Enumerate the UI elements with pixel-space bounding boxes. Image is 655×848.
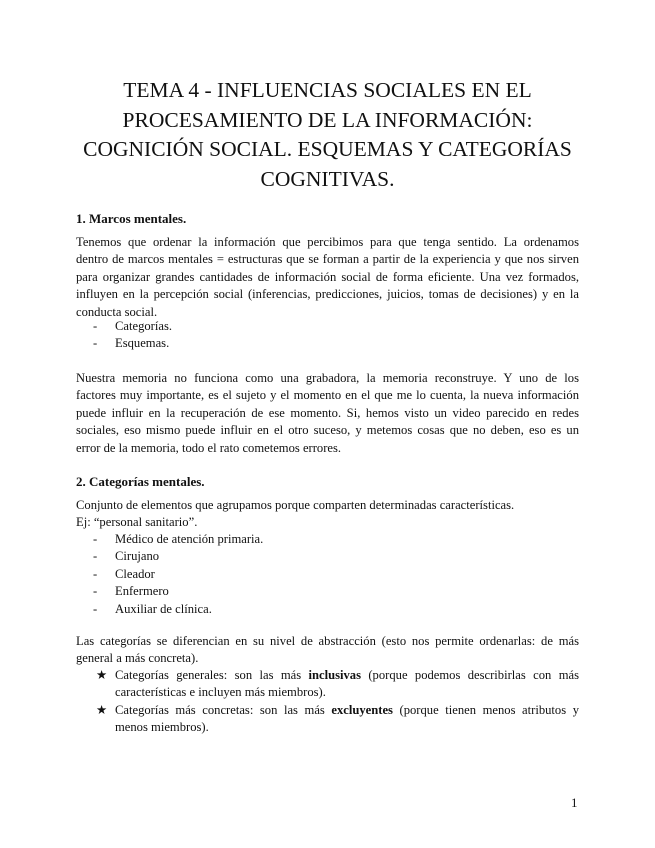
title-line: COGNICIÓN SOCIAL. ESQUEMAS Y CATEGORÍAS xyxy=(83,137,572,161)
text-line: características e incluyen más miembros). xyxy=(115,685,326,700)
text-run: Categorías más concretas: son las más xyxy=(115,702,332,717)
star-bullet-icon: ★ xyxy=(96,702,108,717)
dash-bullet: - xyxy=(93,566,98,581)
list-item xyxy=(93,335,172,352)
page-number: 1 xyxy=(571,795,578,810)
bold-term-inclusivas: inclusivas xyxy=(308,668,361,682)
list-item-text: Enfermero xyxy=(115,584,169,599)
section-heading-marcos-mentales: 1. Marcos mentales. xyxy=(76,211,187,226)
list-item-text: Esquemas. xyxy=(115,336,170,351)
dash-bullet: - xyxy=(93,319,98,333)
bold-term-excluyentes: excluyentes xyxy=(331,702,393,717)
dash-list-personal-sanitario xyxy=(93,531,263,618)
text-run: Categorías generales: son las más xyxy=(115,668,309,682)
list-item-text: Médico de atención primaria. xyxy=(115,532,264,546)
text-line: Tenemos que ordenar la información que percibimos para que tenga sentido. La ordenamos xyxy=(76,235,579,249)
text-line xyxy=(115,702,579,719)
title-line: TEMA 4 - INFLUENCIAS SOCIALES EN EL xyxy=(123,78,532,102)
dash-bullet: - xyxy=(93,601,98,616)
text-line: influyen en la percepción social (inferencias, predicciones, juicios, tomas de decisiones) y en la xyxy=(76,287,579,302)
list-item xyxy=(93,583,263,600)
title-line: COGNITIVAS. xyxy=(260,166,395,191)
text-line: sociales, eso mismo puede influir en el otro suceso, y metemos cosas que no deben, eso es un xyxy=(76,423,579,438)
text-line: Ej: “personal sanitario”. xyxy=(76,515,198,530)
paragraph-memoria xyxy=(76,370,579,457)
list-item-text: Categorías. xyxy=(115,319,173,333)
text-line: factores muy importante, es el sujeto y el momento en el que me lo cuenta, la nueva información xyxy=(76,388,579,403)
text-line: Conjunto de elementos que agrupamos porque comparten determinadas características. xyxy=(76,498,515,512)
text-run: (porque tienen menos atributos y xyxy=(392,702,579,717)
dash-bullet: - xyxy=(93,584,98,599)
list-item xyxy=(93,318,172,335)
list-item-text: Auxiliar de clínica. xyxy=(115,601,212,616)
text-run: (porque podemos describirlas con más xyxy=(361,668,579,682)
list-item xyxy=(96,667,579,702)
star-bullet-icon: ★ xyxy=(96,668,108,682)
page-title xyxy=(60,76,595,194)
list-item-text: Cleador xyxy=(115,566,155,581)
text-line: puede influir en la recuperación de ese momento. Si, hemos visto un video parecido en redes xyxy=(76,405,579,420)
dash-bullet: - xyxy=(93,336,98,351)
list-item xyxy=(96,702,579,737)
list-item xyxy=(93,566,263,583)
list-item xyxy=(93,531,263,548)
text-line: conducta social. xyxy=(76,304,158,319)
text-line: menos miembros). xyxy=(115,720,209,735)
paragraph-categorias-intro xyxy=(76,497,579,532)
paragraph-abstraccion xyxy=(76,633,579,668)
text-line: error de la memoria, todo el rato cometemos errores. xyxy=(76,440,342,455)
star-list-categorias xyxy=(96,667,579,737)
title-line: PROCESAMIENTO DE LA INFORMACIÓN: xyxy=(122,107,533,132)
text-line: dentro de marcos mentales = estructuras que se forman a partir de la experiencia y que nos sirven xyxy=(76,252,579,267)
text-line: Nuestra memoria no funciona como una grabadora, la memoria reconstruye. Y uno de los xyxy=(76,371,579,385)
list-item-text: Cirujano xyxy=(115,549,160,564)
list-item xyxy=(93,548,263,565)
dash-list-marcos xyxy=(93,318,172,353)
text-line: general a más concreta). xyxy=(76,651,199,666)
text-line xyxy=(115,667,579,684)
text-line: Las categorías se diferencian en su nivel de abstracción (esto nos permite ordenarlas: de más xyxy=(76,634,579,648)
section-heading-categorias-mentales: 2. Categorías mentales. xyxy=(76,474,205,489)
list-item xyxy=(93,601,263,618)
dash-bullet: - xyxy=(93,549,98,564)
dash-bullet: - xyxy=(93,532,98,546)
text-line: para organizar grandes cantidades de información social de forma eficiente. Una vez formados, xyxy=(76,269,579,284)
paragraph-marcos-intro xyxy=(76,234,579,321)
